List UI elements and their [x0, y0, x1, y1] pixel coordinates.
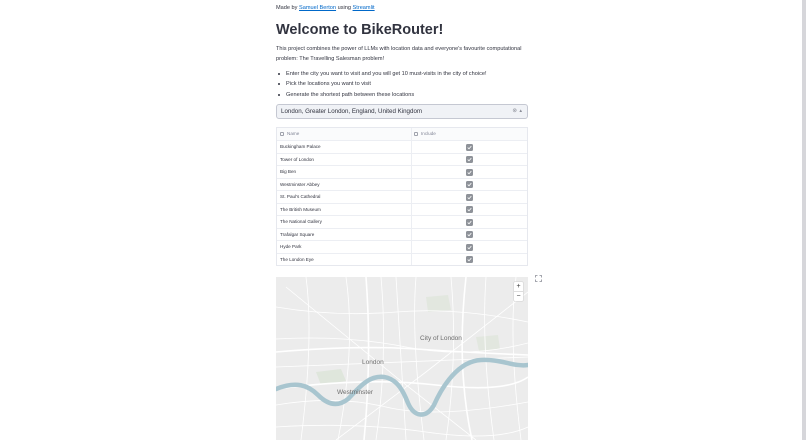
checkmark-icon	[467, 257, 472, 262]
table-row	[277, 203, 527, 216]
include-checkbox[interactable]	[466, 206, 473, 213]
include-checkbox[interactable]	[466, 219, 473, 226]
table-row	[277, 178, 527, 191]
column-header-include-label: Include	[421, 131, 436, 136]
column-divider	[411, 241, 412, 253]
map-tiles	[276, 277, 528, 440]
include-checkbox[interactable]	[466, 169, 473, 176]
text-column-icon	[280, 132, 284, 136]
checkmark-icon	[467, 157, 472, 162]
column-header-name[interactable]	[280, 131, 299, 136]
location-name-cell[interactable]: The National Gallery	[280, 219, 322, 224]
location-name-cell[interactable]: Tower of London	[280, 156, 314, 162]
column-divider	[411, 154, 412, 166]
route-map[interactable]	[276, 277, 528, 440]
column-divider	[411, 128, 412, 140]
zoom-control	[514, 282, 523, 301]
page-scrollbar[interactable]	[802, 0, 806, 440]
include-checkbox[interactable]	[466, 231, 473, 238]
table-header-row	[277, 128, 527, 140]
dropdown-arrow-icon[interactable]: ▲	[518, 108, 523, 113]
column-divider	[411, 179, 412, 191]
table-row	[277, 228, 527, 241]
table-row	[277, 165, 527, 178]
include-checkbox[interactable]	[466, 256, 473, 263]
column-divider	[411, 141, 412, 153]
attribution-prefix: Made by	[276, 5, 298, 11]
column-divider	[411, 191, 412, 203]
locations-table	[276, 127, 528, 266]
step-item: Pick the locations you want to visit	[276, 79, 528, 89]
attribution-using: using	[337, 5, 351, 11]
location-name-cell[interactable]: Hyde Park	[280, 244, 302, 249]
checkmark-icon	[467, 207, 472, 212]
include-checkbox[interactable]	[466, 244, 473, 251]
fullscreen-expand-icon[interactable]	[535, 275, 542, 282]
checkmark-icon	[467, 245, 472, 250]
column-divider	[411, 166, 412, 178]
checkmark-icon	[467, 232, 472, 237]
column-divider	[411, 204, 412, 216]
column-divider	[411, 229, 412, 241]
map-label-westminster: Westminster	[337, 389, 373, 396]
clear-icon[interactable]: ⊗	[512, 108, 517, 114]
include-checkbox[interactable]	[466, 156, 473, 163]
table-row	[277, 253, 527, 266]
column-divider	[411, 216, 412, 228]
checkbox-column-icon	[414, 132, 418, 136]
map-label-city-of-london: City of London	[420, 335, 462, 342]
step-item: Generate the shortest path between these locations	[276, 90, 528, 100]
attribution	[276, 5, 375, 11]
location-name-cell[interactable]: St. Paul's Cathedral	[280, 194, 321, 199]
table-row	[277, 153, 527, 166]
location-name-cell[interactable]: The British Museum	[280, 206, 321, 212]
column-header-name-label: Name	[287, 131, 300, 136]
table-row	[277, 190, 527, 203]
streamlit-link[interactable]: Streamlit	[352, 5, 375, 11]
page-description: This project combines the power of LLMs with location data and everyone's favourite computational problem: The Travelling Salesman problem!	[276, 46, 522, 62]
column-header-include[interactable]	[414, 131, 436, 136]
city-select[interactable]	[276, 104, 528, 119]
table-row	[277, 240, 527, 253]
include-checkbox[interactable]	[466, 181, 473, 188]
checkmark-icon	[467, 182, 472, 187]
table-body	[277, 140, 527, 265]
location-name-cell[interactable]: The London Eye	[280, 256, 314, 262]
location-name-cell[interactable]: Trafalgar Square	[280, 231, 315, 237]
include-checkbox[interactable]	[466, 144, 473, 151]
page-title: Welcome to BikeRouter!	[276, 22, 444, 38]
zoom-in-button[interactable]: +	[514, 282, 523, 292]
checkmark-icon	[467, 170, 472, 175]
map-label-london: London	[362, 359, 384, 366]
zoom-out-button[interactable]: −	[516, 292, 521, 300]
checkmark-icon	[467, 145, 472, 150]
table-row	[277, 140, 527, 153]
checkmark-icon	[467, 195, 472, 200]
include-checkbox[interactable]	[466, 194, 473, 201]
author-link[interactable]: Samuel Berton	[299, 5, 337, 11]
city-select-value: London, Greater London, England, United Kingdom	[281, 108, 423, 115]
location-name-cell[interactable]: Buckingham Palace	[280, 144, 321, 149]
steps-list	[276, 69, 528, 100]
column-divider	[411, 254, 412, 266]
checkmark-icon	[467, 220, 472, 225]
location-name-cell[interactable]: Westminster Abbey	[280, 181, 320, 187]
scrollbar-thumb[interactable]	[802, 0, 806, 440]
step-item: Enter the city you want to visit and you will get 10 must-visits in the city of choice!	[276, 69, 528, 79]
location-name-cell[interactable]: Big Ben	[280, 169, 297, 174]
table-row	[277, 215, 527, 228]
